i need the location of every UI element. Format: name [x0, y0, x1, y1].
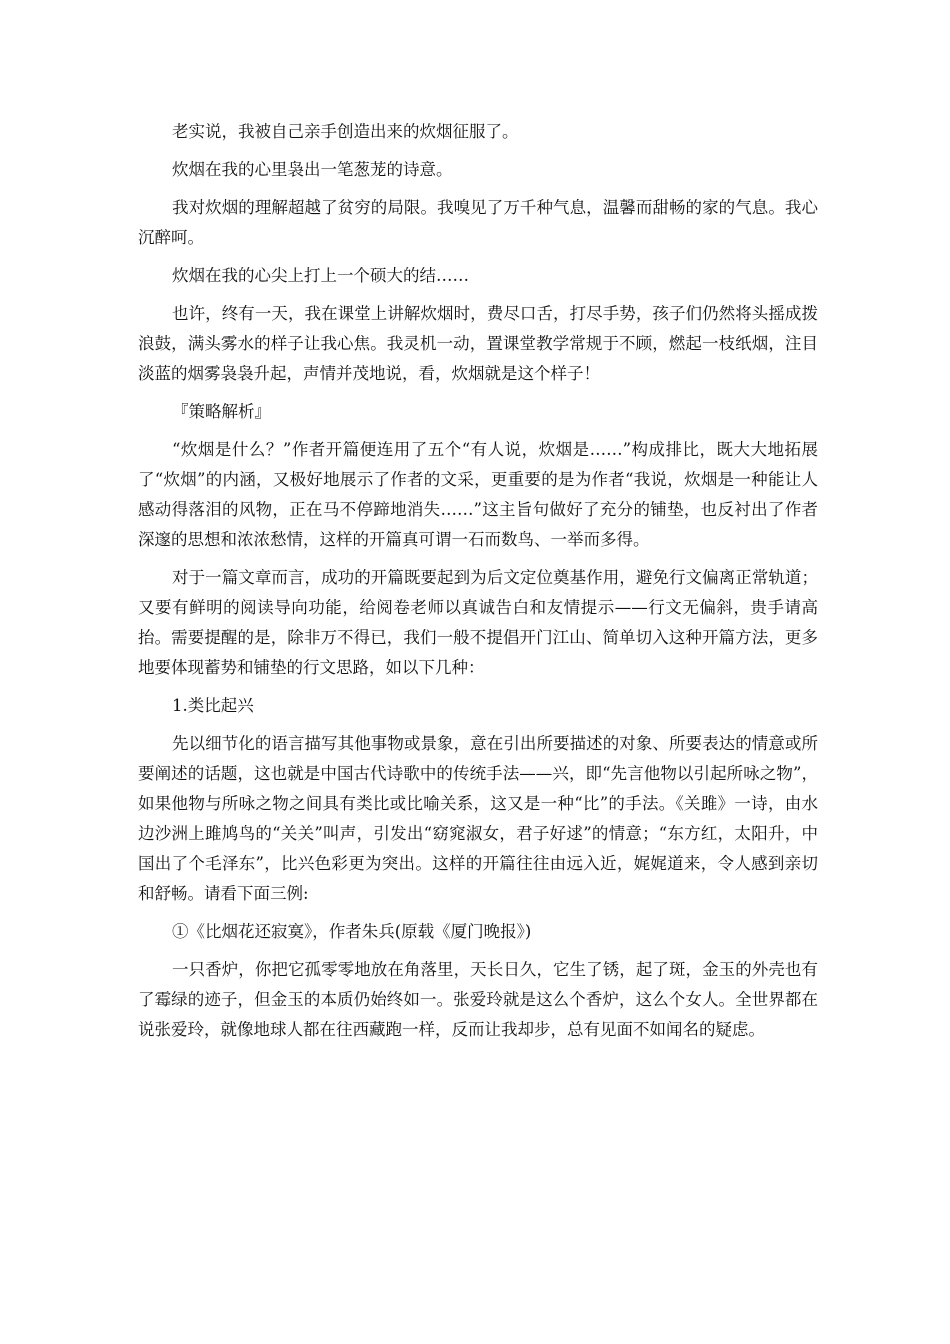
paragraph: “炊烟是什么？”作者开篇便连用了五个“有人说，炊烟是……”构成排比，既大大地拓展了“炊烟”的内涵，又极好地展示了作者的文采，更重要的是为作者“我说，炊烟是一种能让人感动得落泪的风物，正在马不停蹄地消失……”这主旨句做好了充分的铺垫，也反衬出了作者深邃的思想和浓浓愁情，这样的开篇真可谓一石而数鸟、一举而多得。	[138, 440, 818, 549]
paragraph: 炊烟在我的心尖上打上一个硕大的结……	[172, 266, 469, 285]
subsection-heading: 1.类比起兴	[172, 696, 254, 715]
paragraph: 先以细节化的语言描写其他事物或景象，意在引出所要描述的对象、所要表达的情意或所要阐述的话题，这也就是中国古代诗歌中的传统手法——兴，即“先言他物以引起所咏之物”，如果他物与所咏之物之间具有类比或比喻关系，这又是一种“比”的手法。《关雎》一诗，由水边沙洲上雎鸠鸟的“关关”叫声，引发出“窈窕淑女，君子好逑”的情意；“东方红，太阳升，中国出了个毛泽东”，比兴色彩更为突出。这样的开篇往往由远入近，娓娓道来，令人感到亲切和舒畅。请看下面三例:	[138, 734, 818, 903]
document-body	[138, 117, 818, 1053]
example-title: ①《比烟花还寂寞》，作者朱兵(原载《厦门晚报》)	[172, 922, 532, 941]
paragraph: 一只香炉，你把它孤零零地放在角落里，天长日久，它生了锈，起了斑，金玉的外壳也有了霉绿的迹子，但金玉的本质仍始终如一。张爱玲就是这么个香炉，这么个女人。全世界都在说张爱玲，就像地球人都在往西藏跑一样，反而让我却步，总有见面不如闻名的疑虑。	[138, 960, 818, 1039]
paragraph: 老实说，我被自己亲手创造出来的炊烟征服了。	[172, 122, 519, 141]
section-heading: 『策略解析』	[172, 402, 271, 421]
paragraph: 对于一篇文章而言，成功的开篇既要起到为后文定位奠基作用，避免行文偏离正常轨道；又要有鲜明的阅读导向功能，给阅卷老师以真诚告白和友情提示——行文无偏斜，贵手请高抬。需要提醒的是，除非万不得已，我们一般不提倡开门江山、简单切入这种开篇方法，更多地要体现蓄势和铺垫的行文思路，如以下几种：	[138, 568, 818, 677]
paragraph: 也许，终有一天，我在课堂上讲解炊烟时，费尽口舌，打尽手势，孩子们仍然将头摇成拨浪鼓，满头雾水的样子让我心焦。我灵机一动，置课堂教学常规于不顾，燃起一枝纸烟，注目淡蓝的烟雾袅袅升起，声情并茂地说，看，炊烟就是这个样子！	[138, 304, 818, 383]
paragraph: 我对炊烟的理解超越了贫穷的局限。我嗅见了万千种气息，温馨而甜畅的家的气息。我心沉醉呵。	[138, 198, 818, 247]
paragraph: 炊烟在我的心里袅出一笔葱茏的诗意。	[172, 160, 453, 179]
